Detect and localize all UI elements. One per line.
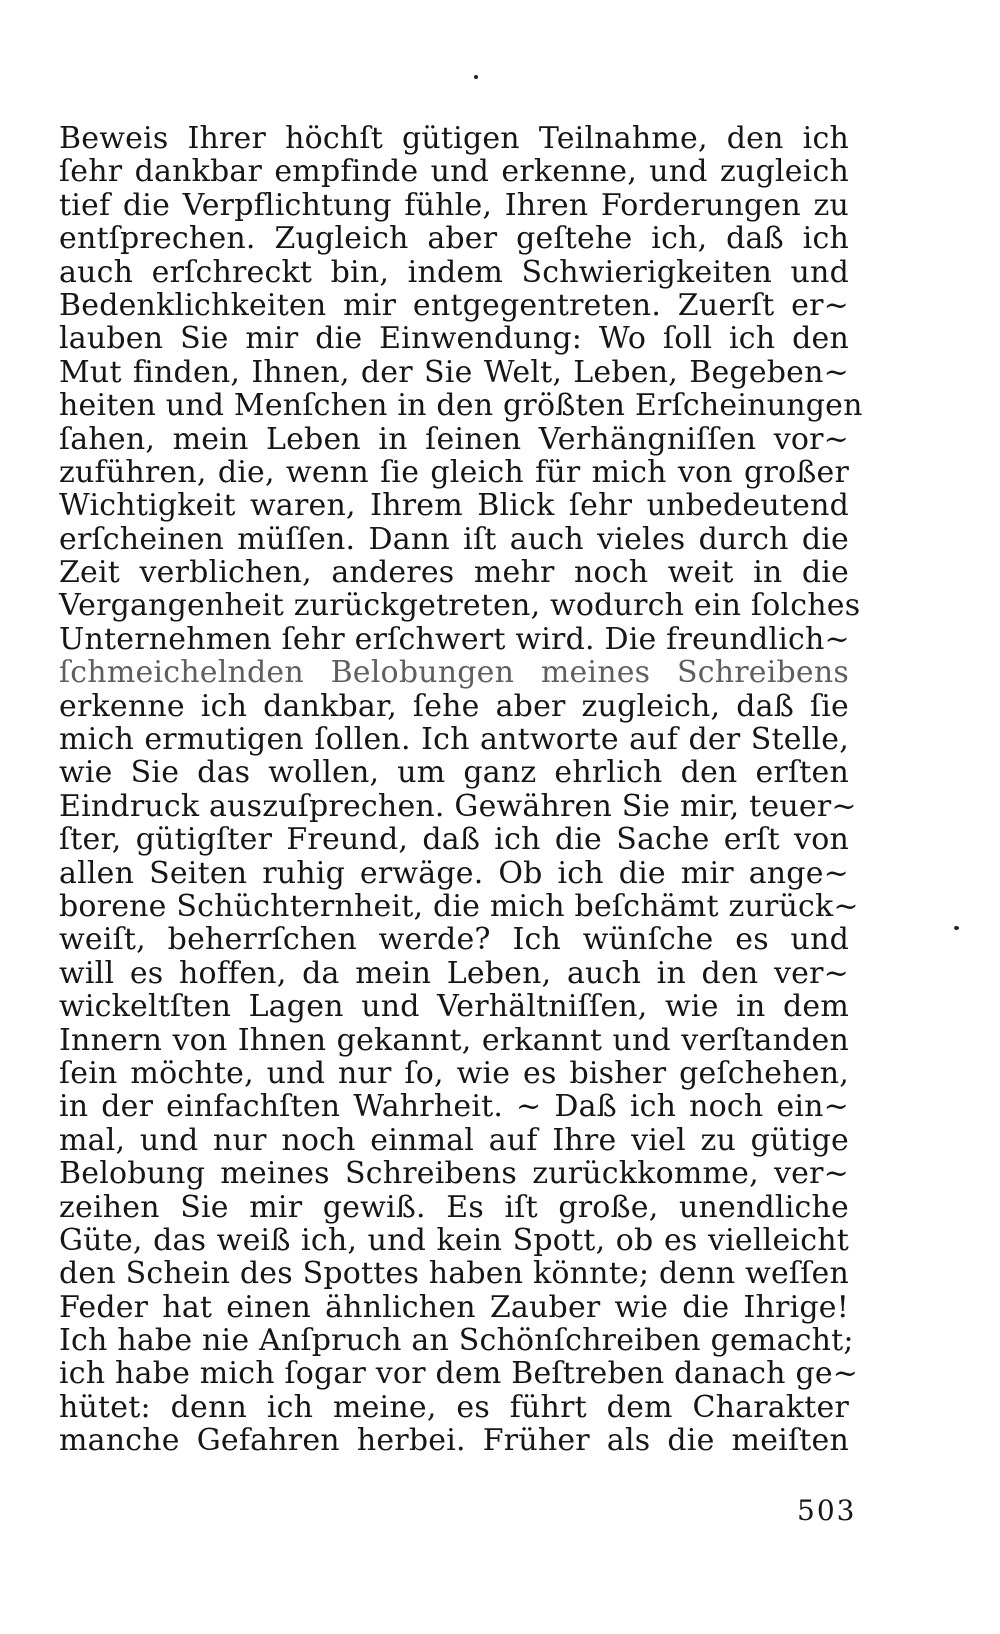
text-line: Mut finden, Ihnen, der Sie Welt, Leben, Begeben~ [59, 354, 849, 390]
text-line: heiten und Menſchen in den größten Erſcheinungen [59, 388, 863, 424]
text-line: ſein möchte, und nur ſo, wie es bisher geſchehen, [59, 1055, 849, 1091]
text-line: weiſt, beherrſchen werde? Ich wünſche es und [59, 922, 849, 958]
text-line: Ich habe nie Anſpruch an Schönſchreiben gemacht; [59, 1323, 854, 1359]
text-line: den Schein des Spottes haben könnte; denn weſſen [59, 1256, 850, 1292]
text-line: Beweis Ihrer höchſt gütigen Teilnahme, den ich [59, 121, 849, 156]
text-line: mal, und nur noch einmal auf Ihre viel zu gütige [59, 1122, 849, 1158]
text-line: lauben Sie mir die Einwendung: Wo ſoll ich den [59, 321, 849, 357]
text-line: erſcheinen müſſen. Dann iſt auch vieles durch die [59, 521, 849, 557]
text-line: Wichtigkeit waren, Ihrem Blick ſehr unbedeutend [59, 488, 849, 524]
text-line: Unternehmen ſehr erſchwert wird. Die freundlich~ [59, 621, 850, 657]
text-line: wie Sie das wollen, um ganz ehrlich den erſten [59, 755, 849, 791]
text-line: zeihen Sie mir gewiß. Es iſt große, unendliche [59, 1189, 849, 1225]
text-line: wickeltſten Lagen und Verhältniſſen, wie in dem [59, 989, 849, 1025]
text-line: auch erſchreckt bin, indem Schwierigkeiten und [59, 254, 849, 290]
text-line: zuführen, die, wenn ſie gleich für mich von großer [59, 454, 849, 490]
ink-speck [954, 926, 959, 930]
text-line: ſter, gütigſter Freund, daß ich die Sache erſt von [59, 822, 849, 858]
text-line: entſprechen. Zugleich aber geſtehe ich, daß ich [59, 221, 849, 257]
text-line: borene Schüchternheit, die mich beſchämt zurück~ [59, 888, 859, 924]
text-line: Feder hat einen ähnlichen Zauber wie die Ihrige! [59, 1289, 849, 1325]
text-line: hütet: denn ich meine, es führt dem Charakter [59, 1389, 849, 1425]
ink-speck [474, 75, 478, 79]
text-line: erkenne ich dankbar, ſehe aber zugleich, daß ſie [59, 688, 849, 724]
body-text-block [59, 121, 863, 1459]
text-line: ſehr dankbar empfinde und erkenne, und zugleich [59, 154, 849, 190]
text-line: Belobung meines Schreibens zurückkomme, ver~ [59, 1156, 849, 1192]
text-line: Zeit verblichen, anderes mehr noch weit in die [59, 555, 849, 591]
text-line: Eindruck auszuſprechen. Gewähren Sie mir, teuer~ [59, 788, 857, 824]
text-line: tief die Verpflichtung fühle, Ihren Forderungen zu [59, 187, 849, 223]
text-line: will es hoffen, da mein Leben, auch in den ver~ [59, 955, 849, 991]
text-line: ſahen, mein Leben in ſeinen Verhängniſſen vor~ [59, 421, 849, 457]
text-line: manche Gefahren herbei. Früher als die meiſten [59, 1423, 849, 1459]
text-line: ich habe mich ſogar vor dem Beſtreben danach ge~ [59, 1356, 859, 1392]
text-line: Bedenklichkeiten mir entgegentreten. Zuerſt er~ [59, 287, 849, 323]
text-line: Innern von Ihnen gekannt, erkannt und verſtanden [59, 1022, 849, 1058]
text-line: allen Seiten ruhig erwäge. Ob ich die mir ange~ [59, 855, 849, 891]
text-line: Vergangenheit zurückgetreten, wodurch ein ſolches [59, 588, 861, 624]
text-line: in der einfachſten Wahrheit. ~ Daß ich noch ein~ [59, 1089, 849, 1125]
page-number: 503 [797, 1494, 857, 1527]
text-line: Güte, das weiß ich, und kein Spott, ob es vielleicht [59, 1222, 849, 1258]
text-line: mich ermutigen ſollen. Ich antworte auf der Stelle, [59, 722, 849, 758]
text-line: ſchmeichelnden Belobungen meines Schreibens [59, 655, 849, 691]
